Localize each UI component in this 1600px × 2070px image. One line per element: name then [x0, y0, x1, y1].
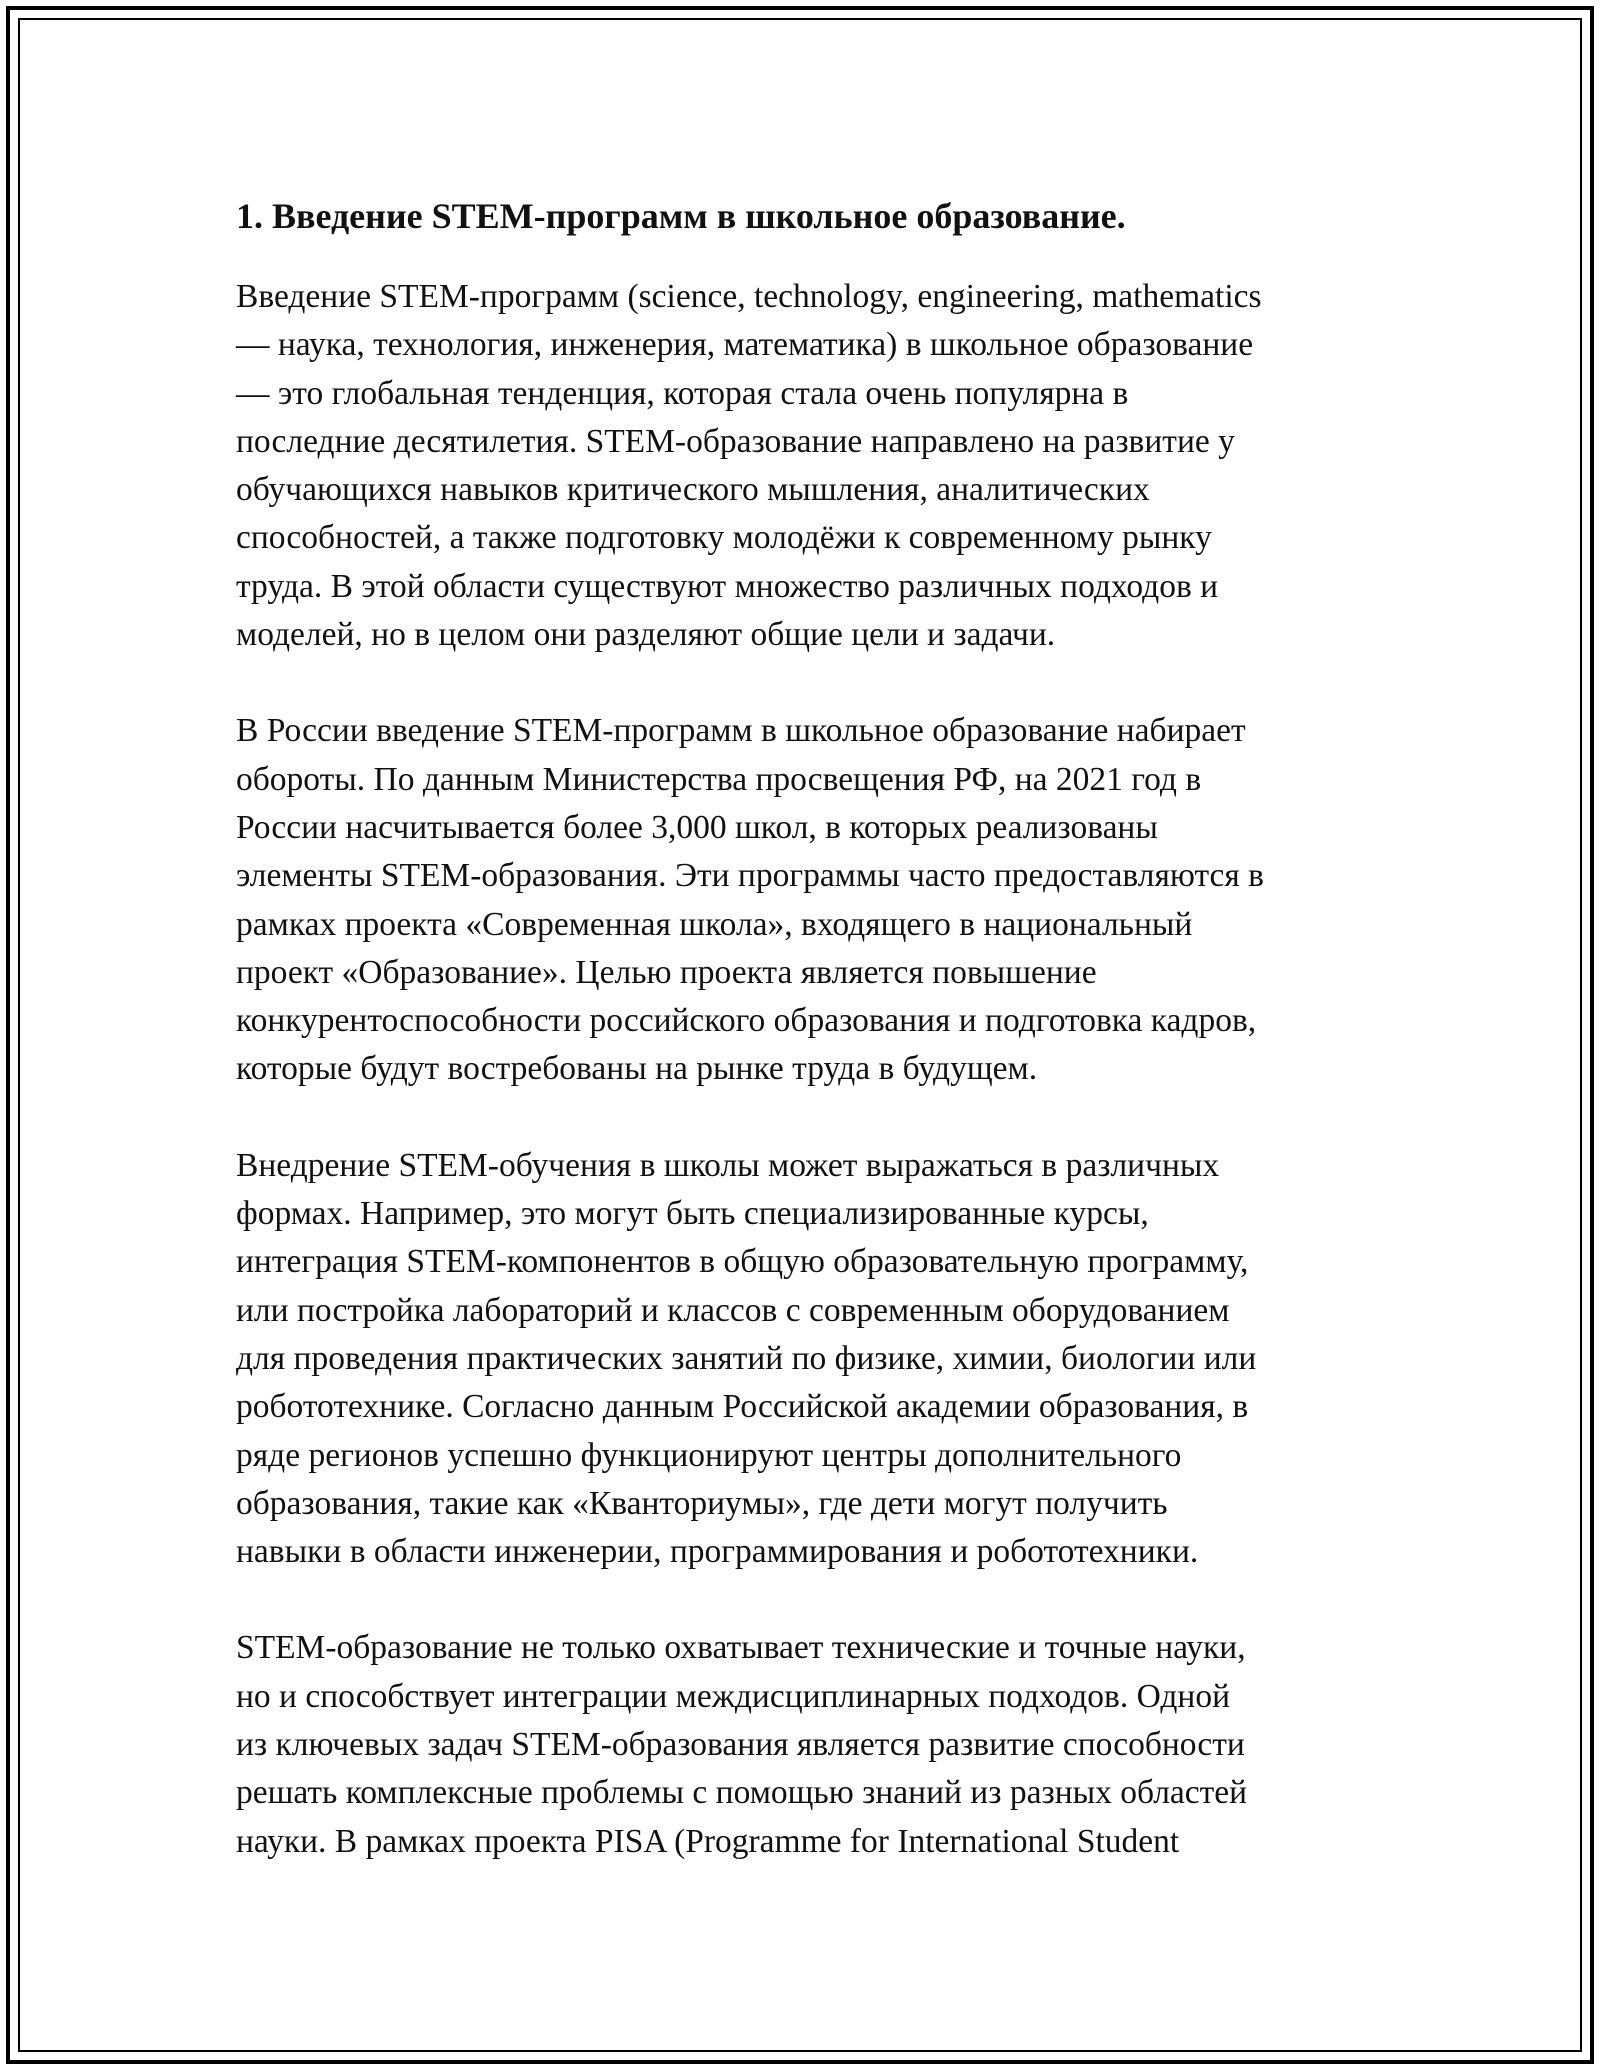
document-body [236, 188, 1371, 1914]
text-line: В России введение STEM-программ в школьное образование набирает [236, 712, 1246, 750]
text-line: для проведения практических занятий по физике, химии, биологии или [236, 1339, 1257, 1377]
text-line: решать комплексные проблемы с помощью знаний из разных областей [236, 1774, 1248, 1812]
text-line: моделей, но в целом они разделяют общие цели и задачи. [236, 616, 1056, 654]
text-line: формах. Например, это могут быть специализированные курсы, [236, 1195, 1149, 1233]
text-line: конкурентоспособности российского образования и подготовка кадров, [236, 1002, 1257, 1040]
text-line: труда. В этой области существуют множество различных подходов и [236, 567, 1219, 605]
text-line: проект «Образование». Целью проекта является повышение [236, 953, 1097, 991]
text-line: способностей, а также подготовку молодёжи к современному рынку [236, 519, 1212, 557]
text-line: но и способствует интеграции междисциплинарных подходов. Одной [236, 1677, 1231, 1715]
text-line: интеграция STEM-компонентов в общую образовательную программу, [236, 1243, 1249, 1281]
text-line: образования, такие как «Кванториумы», где дети могут получить [236, 1484, 1168, 1522]
text-line: Внедрение STEM-обучения в школы может выражаться в различных [236, 1146, 1220, 1184]
text-line: — это глобальная тенденция, которая стала очень популярна в [236, 374, 1129, 412]
text-line: STEM-образование не только охватывает технические и точные науки, [236, 1629, 1246, 1667]
section-heading: 1. Введение STEM-программ в школьное образование. [236, 196, 1126, 236]
text-line: навыки в области инженерии, программирования и робототехники. [236, 1533, 1199, 1571]
text-line: России насчитывается более 3,000 школ, в которых реализованы [236, 808, 1158, 846]
paragraph-1 [236, 273, 1371, 659]
text-line: науки. В рамках проекта PISA (Programme for International Student [236, 1822, 1180, 1860]
text-line: ряде регионов успешно функционируют центры дополнительного [236, 1436, 1182, 1474]
text-line: — наука, технология, инженерия, математика) в школьное образование [236, 326, 1254, 364]
paragraph-4 [236, 1624, 1371, 1865]
text-line: рамках проекта «Современная школа», входящего в национальный [236, 905, 1193, 943]
text-line: последние десятилетия. STEM-образование направлено на развитие у [236, 422, 1235, 460]
text-line: из ключевых задач STEM-образования является развитие способности [236, 1726, 1245, 1764]
text-line: робототехнике. Согласно данным Российской академии образования, в [236, 1388, 1249, 1426]
text-line: которые будут востребованы на рынке труда в будущем. [236, 1050, 1038, 1088]
text-line: обороты. По данным Министерства просвещения РФ, на 2021 год в [236, 760, 1202, 798]
text-line: Введение STEM-программ (science, technology, engineering, mathematics [236, 278, 1262, 315]
paragraph-2 [236, 707, 1371, 1093]
text-line: или постройка лабораторий и классов с современным оборудованием [236, 1291, 1230, 1329]
paragraph-3 [236, 1142, 1371, 1577]
text-line: элементы STEM-образования. Эти программы часто предоставляются в [236, 857, 1264, 895]
text-line: обучающихся навыков критического мышления, аналитических [236, 471, 1150, 509]
